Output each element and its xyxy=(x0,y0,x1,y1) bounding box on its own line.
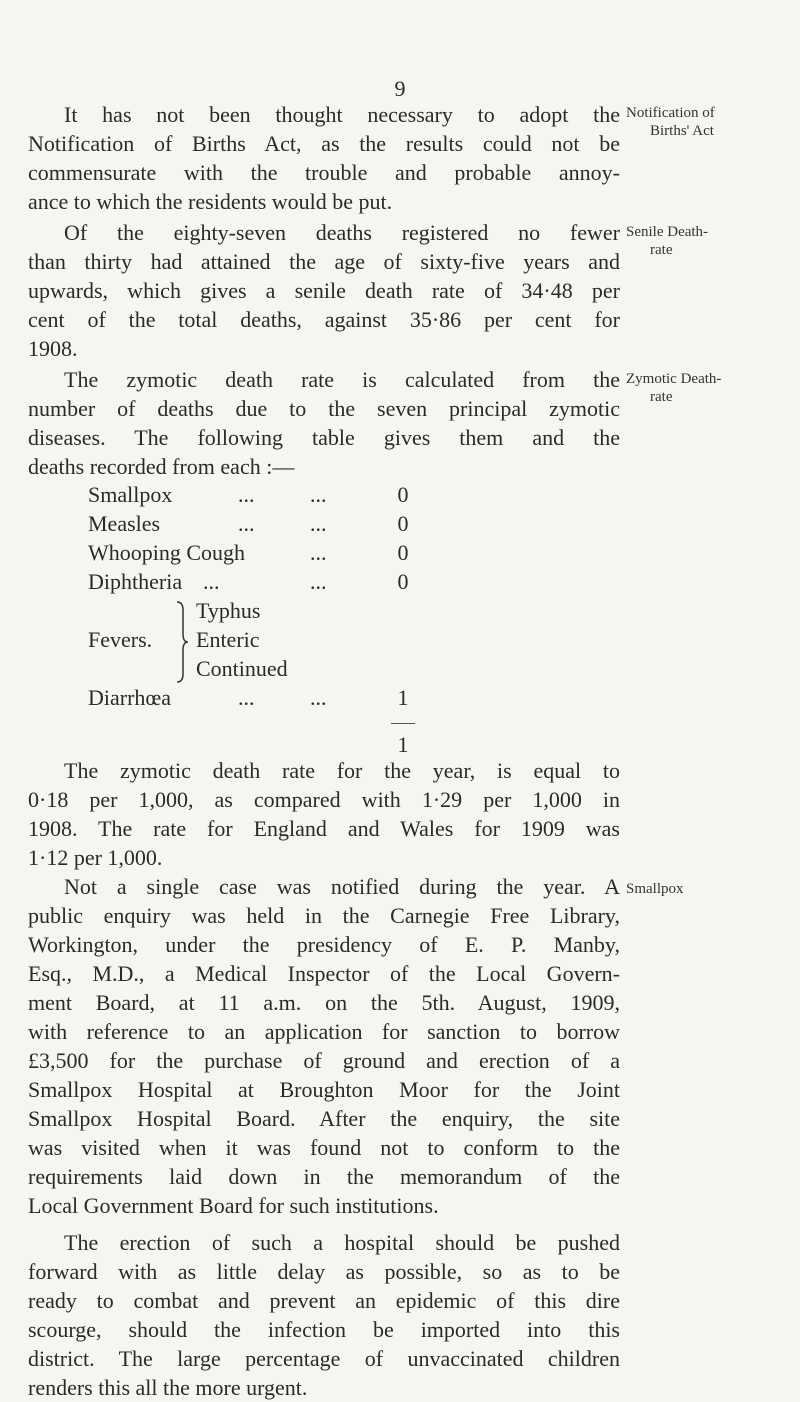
margin-note-zymotic: Zymotic Death- rate xyxy=(626,371,722,405)
text-line: upwards, which gives a senile death rate of 34·48 per xyxy=(28,278,620,303)
text-line: diseases. The following table gives them and the xyxy=(28,425,620,450)
text-line: ready to combat and prevent an epidemic of this dire xyxy=(28,1288,620,1313)
margin-note-notification: Notification of Births' Act xyxy=(626,105,715,139)
text-line: 1·12 per 1,000. xyxy=(28,845,163,870)
text-line: forward with as little delay as possible, so as to be xyxy=(28,1259,620,1284)
table-row: Whooping Cough ... 0 xyxy=(88,538,245,567)
paragraph-smallpox xyxy=(28,872,620,1220)
text-line: It has not been thought necessary to adopt the xyxy=(64,102,620,127)
page-number: 9 xyxy=(394,76,406,101)
text-line: £3,500 for the purchase of ground and erection of a xyxy=(28,1048,620,1073)
text-line: ance to which the residents would be put. xyxy=(28,189,393,214)
text-line: Notification of Births Act, as the results could not be xyxy=(28,131,620,156)
total-rule xyxy=(391,723,415,724)
text-line: with reference to an application for sanction to borrow xyxy=(28,1019,620,1044)
text-line: Esq., M.D., a Medical Inspector of the Local Govern- xyxy=(28,961,620,986)
text-line: scourge, should the infection be imported into this xyxy=(28,1317,620,1342)
text-line: commensurate with the trouble and probable annoy- xyxy=(28,160,620,185)
table-row: Diarrhœa ... ... 1 xyxy=(88,683,171,712)
paragraph-zymotic-rate xyxy=(28,756,620,872)
text-line: Local Government Board for such institutions. xyxy=(28,1193,439,1218)
text-line: 1908. xyxy=(28,336,78,361)
text-line: than thirty had attained the age of sixty-five years and xyxy=(28,249,620,274)
table-row: Diphtheria ... ... 0 xyxy=(88,567,182,596)
text-line: 1908. The rate for England and Wales for 1909 was xyxy=(28,816,620,841)
text-line: Workington, under the presidency of E. P. Manby, xyxy=(28,932,620,957)
table-row: Measles ... ... 0 xyxy=(88,509,160,538)
table-row: Smallpox ... ... 0 xyxy=(88,480,172,509)
text-line: Smallpox Hospital Board. After the enquiry, the site xyxy=(28,1106,620,1131)
table-value: 0 xyxy=(397,569,409,594)
text-line: The zymotic death rate for the year, is equal to xyxy=(64,758,620,783)
text-line: cent of the total deaths, against 35·86 per cent for xyxy=(28,307,620,332)
text-line: renders this all the more urgent. xyxy=(28,1375,308,1400)
fevers-label: Fevers. xyxy=(88,627,153,652)
text-line: number of deaths due to the seven principal zymotic xyxy=(28,396,620,421)
text-line: deaths recorded from each :— xyxy=(28,454,295,479)
text-line: ment Board, at 11 a.m. on the 5th. August, 1909, xyxy=(28,990,620,1015)
text-line: district. The large percentage of unvaccinated children xyxy=(28,1346,620,1371)
table-value: 0 xyxy=(397,511,409,536)
paragraph-hospital xyxy=(28,1228,620,1402)
paragraph-notification xyxy=(28,100,620,216)
text-line: Smallpox Hospital at Broughton Moor for the Joint xyxy=(28,1077,620,1102)
text-line: requirements laid down in the memorandum of the xyxy=(28,1164,620,1189)
margin-note-smallpox: Smallpox xyxy=(626,881,684,897)
paragraph-senile xyxy=(28,218,620,363)
margin-note-senile: Senile Death- rate xyxy=(626,224,709,258)
fever-enteric: Enteric xyxy=(196,627,260,652)
text-line: public enquiry was held in the Carnegie Free Library, xyxy=(28,903,620,928)
fever-continued: Continued xyxy=(196,656,288,681)
table-total: 1 xyxy=(397,732,409,757)
table-value: 1 xyxy=(397,685,409,710)
fever-typhus: Typhus xyxy=(196,598,261,623)
text-line: Not a single case was notified during the year. A xyxy=(64,874,620,899)
text-line: The erection of such a hospital should be pushed xyxy=(64,1230,620,1255)
brace-icon xyxy=(174,600,190,684)
text-line: The zymotic death rate is calculated from the xyxy=(64,367,620,392)
table-value: 0 xyxy=(397,540,409,565)
text-line: Of the eighty-seven deaths registered no fewer xyxy=(64,220,620,245)
text-line: 0·18 per 1,000, as compared with 1·29 per 1,000 in xyxy=(28,787,620,812)
table-value: 0 xyxy=(397,482,409,507)
paragraph-zymotic-intro xyxy=(28,365,620,481)
text-line: was visited when it was found not to conform to the xyxy=(28,1135,620,1160)
